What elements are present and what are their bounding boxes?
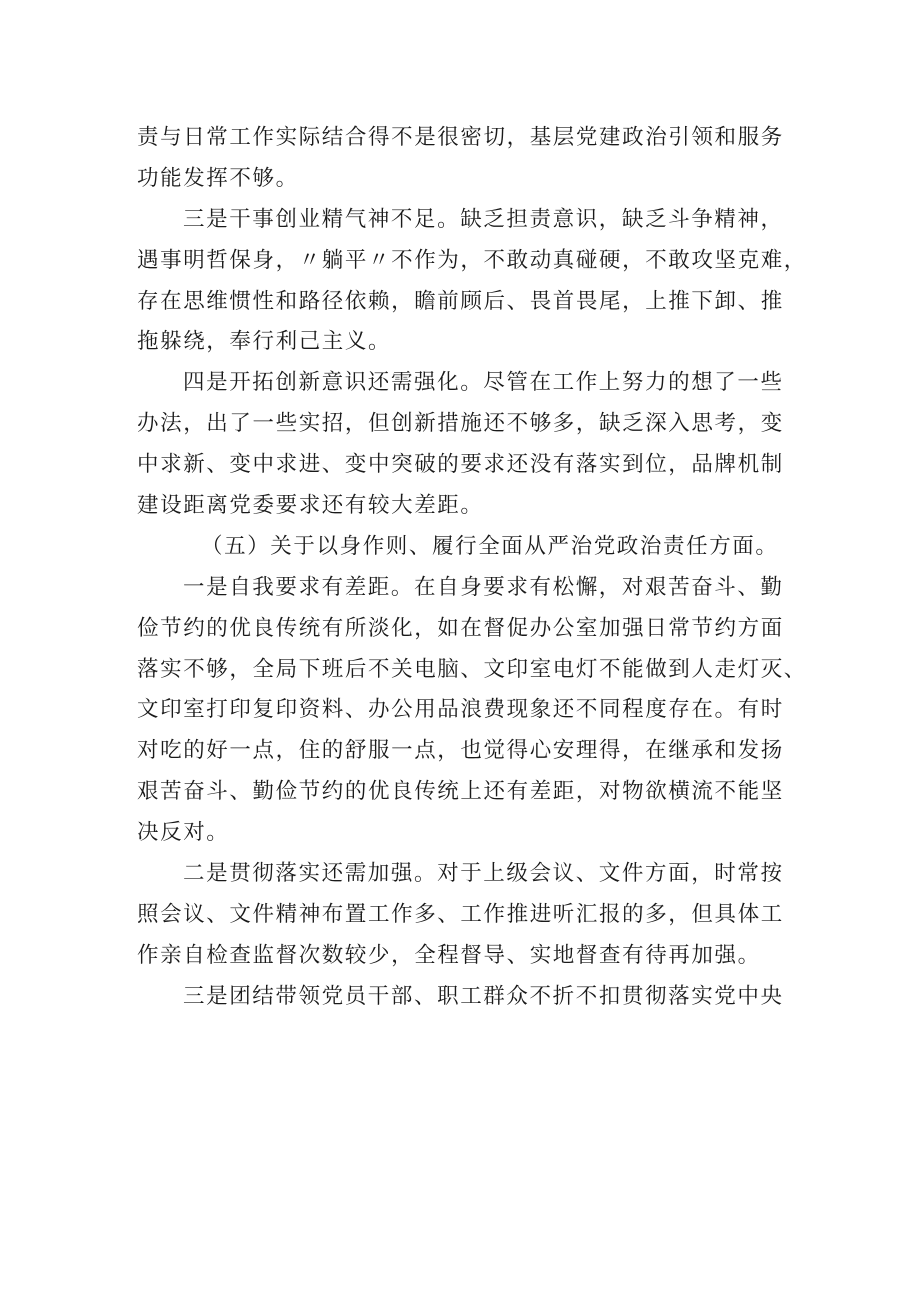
text-line: 俭节约的优良传统有所淡化，如在督促办公室加强日常节约方面 <box>137 615 784 641</box>
text-line: 遇事明哲保身，〃躺平〃不作为，不敢动真碰硬，不敢攻坚克难， <box>137 247 807 273</box>
paragraph-start-line: 三是团结带领党员干部、职工群众不折不扣贯彻落实党中央 <box>183 983 784 1009</box>
text-line: 落实不够，全局下班后不关电脑、文印室电灯不能做到人走灯灭、 <box>137 656 807 682</box>
text-line: 责与日常工作实际结合得不是很密切，基层党建政治引领和服务 <box>137 125 784 150</box>
text-line: 文印室打印复印资料、办公用品浪费现象还不同程度存在。有时 <box>137 697 784 723</box>
document-body <box>137 118 807 1018</box>
text-line: 中求新、变中求进、变中突破的要求还没有落实到位，品牌机制 <box>137 452 784 478</box>
paragraph-start-line: 一是自我要求有差距。在自身要求有松懈，对艰苦奋斗、勤 <box>183 574 784 600</box>
text-line: 拖躲绕，奉行利己主义。 <box>137 329 392 355</box>
text-line: 艰苦奋斗、勤俭节约的优良传统上还有差距，对物欲横流不能坚 <box>137 779 784 805</box>
text-line: 办法，出了一些实招，但创新措施还不够多，缺乏深入思考，变 <box>137 411 784 437</box>
text-line: 对吃的好一点，住的舒服一点，也觉得心安理得，在继承和发扬 <box>137 738 784 764</box>
paragraph-start-line: 四是开拓创新意识还需强化。尽管在工作上努力的想了一些 <box>183 370 784 396</box>
text-line: 建设距离党委要求还有较大差距。 <box>137 493 484 519</box>
paragraph-start-line: 三是干事创业精气神不足。缺乏担责意识，缺乏斗争精神， <box>183 206 784 232</box>
text-line: 功能发挥不够。 <box>137 165 299 191</box>
text-line: 决反对。 <box>137 820 230 846</box>
text-line: 作亲自检查监督次数较少，全程督导、实地督查有待再加强。 <box>137 942 761 968</box>
section-heading: （五）关于以身作则、履行全面从严治党政治责任方面。 <box>201 533 779 559</box>
paragraph-start-line: 二是贯彻落实还需加强。对于上级会议、文件方面，时常按 <box>183 861 784 887</box>
text-line: 存在思维惯性和路径依赖，瞻前顾后、畏首畏尾，上推下卸、推 <box>137 288 784 314</box>
text-line: 照会议、文件精神布置工作多、工作推进听汇报的多，但具体工 <box>137 901 784 927</box>
